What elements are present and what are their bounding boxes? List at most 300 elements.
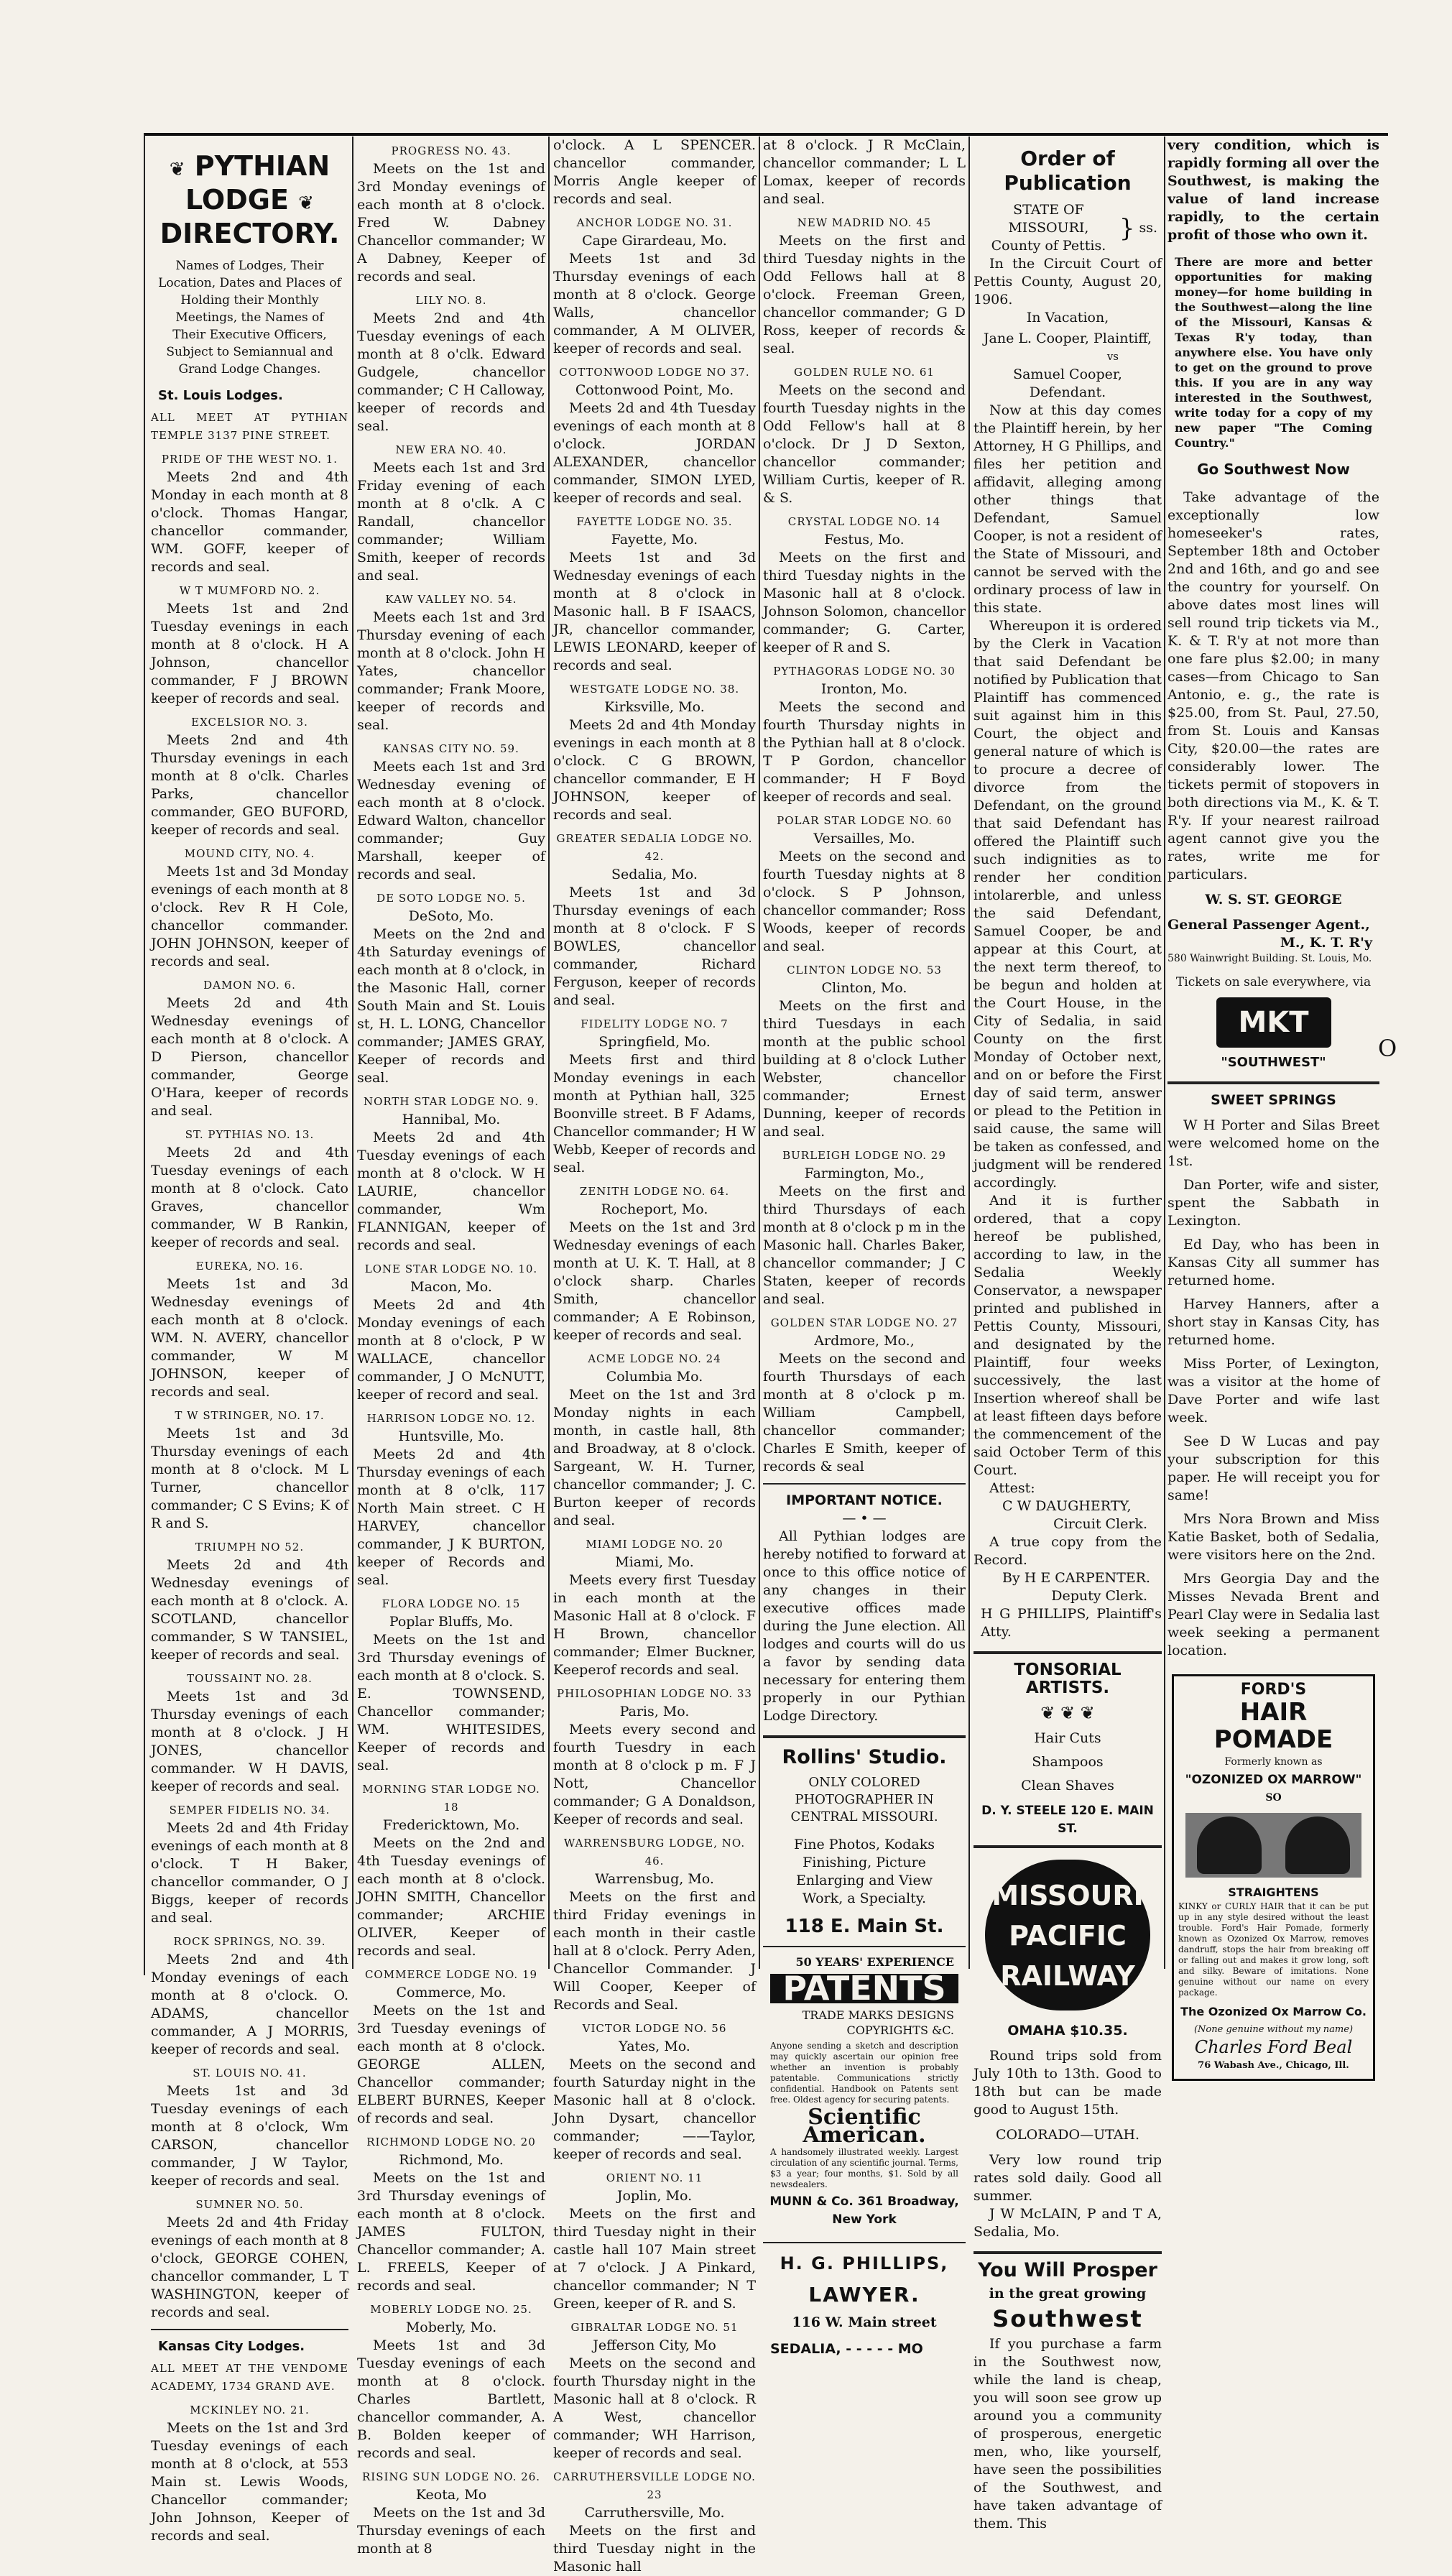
section-divider	[974, 2251, 1162, 2254]
lodge-name: T W STRINGER, NO. 17.	[175, 1409, 325, 1422]
lodge-entry	[357, 441, 545, 585]
kc-heading: Kansas City Lodges.	[158, 2339, 305, 2354]
signer-railroad: M., K. T. R'y	[1280, 935, 1372, 951]
lodge-details: Meets 2d and 4th Tuesday evenings of each month at 8 o'clock. JORDAN ALEXANDER, chancellor commander, SIMON LYED, keeper of records and seal.	[553, 400, 756, 506]
lodge-city: Joplin, Mo.	[616, 2188, 693, 2204]
lodge-details: Meets 1st and 3d Thursday evenings of each month at 8 o'clock. M L Turner, chancellor commander; C S Evins; K of R and S.	[151, 1426, 348, 1531]
lodge-details: Meet on the 1st and 3rd Monday nights in each month, in castle hall, 8th and Broadway, at 8 o'clock. Sargeant, W. H. Turner, chancellor commander; J. C. Burton keeper of records and seal.	[553, 1387, 756, 1528]
lodge-details: Meets 2d and 4th Friday evenings of each month at 8 o'clock, GEORGE COHEN, chancellor commander, L T WASHINGTON, keeper of records and seal.	[151, 2215, 348, 2320]
news-item: See D W Lucas and pay your subscription for this paper. He will receipt you for same!	[1167, 1434, 1379, 1503]
order-plaintiff: Jane L. Cooper, Plaintiff,	[983, 331, 1152, 346]
lodge-details: Meets on the first and third Tuesday nights in the Odd Fellows hall at 8 o'clock. Freeman Green, chancellor commander; G D Ross, keeper of records & seal.	[763, 233, 966, 356]
lodge-entry	[763, 513, 966, 657]
lodge-entry	[553, 1015, 756, 1177]
lodge-details: Meets 1st and 3d Tuesday evenings of each month at 8 o'clock. Charles Bartlett, chancellor commander, A. B. Bolden keeper of records and seal.	[357, 2337, 545, 2461]
signer-name: W. S. ST. GEORGE	[1205, 892, 1342, 908]
lodge-entry	[763, 961, 966, 1141]
lodge-details: Meets 2d and 4th Friday evenings of each month at 8 o'clock. T H Baker, chancellor commander, O J Biggs, keeper of records and seal.	[151, 1820, 348, 1926]
lodge-entry	[763, 663, 966, 806]
phillips-name: H. G. PHILLIPS,	[780, 2253, 949, 2273]
lodge-entry	[553, 1685, 756, 1829]
ford-so: SO	[1265, 1792, 1282, 1804]
lodge-city: Clinton, Mo.	[821, 980, 907, 996]
mopac-line1: MISSOURI	[991, 1880, 1144, 1911]
lodge-details: Meets first and third Monday evenings in each month at Pythian hall, 325 Boonville street. B F Adams, Chancellor commander; H W Webb, Keeper of records and seal.	[553, 1052, 756, 1176]
lodge-city: Huntsville, Mo.	[398, 1428, 504, 1444]
news-item: Miss Porter, of Lexington, was a visitor at the home of Dave Porter and wife last week.	[1167, 1356, 1379, 1426]
lodge-entry	[763, 214, 966, 358]
prosper-line3: Southwest	[992, 2305, 1143, 2332]
lodge-name: EUREKA, NO. 16.	[195, 1260, 304, 1273]
lodge-entry	[357, 1966, 545, 2128]
lodge-name: EXCELSIOR NO. 3.	[191, 716, 308, 729]
notice-ornament: — • —	[842, 1510, 887, 1526]
lodge-name: GREATER SEDALIA LODGE NO. 42.	[556, 832, 753, 863]
section-divider	[763, 1483, 966, 1485]
lodge-city: Kirksville, Mo.	[604, 699, 705, 715]
lodge-entry	[357, 740, 545, 884]
lodge-entry	[553, 1183, 756, 1344]
lodge-entry	[553, 2319, 756, 2462]
lodge-entry	[357, 2468, 545, 2558]
mkt-southwest: "SOUTHWEST"	[1221, 1055, 1326, 1070]
munn-firm: MUNN & Co. 361 Broadway, New York	[769, 2194, 959, 2227]
mopac-line3: RAILWAY	[1000, 1960, 1135, 1992]
ford-fine-print: KINKY or CURLY HAIR that it can be put up in any style desired without the least trouble. Ford's Hair Pomade, formerly known as Ozonized Ox Marrow, removes dandruff, stops the hair from breaking off or falling out and makes it grow long, soft and silky. Beware of imitations. None genuine without our name on every package.	[1178, 1901, 1369, 1998]
directory-subtitle: Names of Lodges, Their Location, Dates and Places of Holding their Monthly Meetings, the Names of Their Executive Officers, Subject to Semiannual and Grand Lodge Changes.	[158, 259, 341, 377]
lodge-entry	[357, 1781, 545, 1960]
column-rule	[352, 137, 353, 1969]
prosper-text: If you purchase a farm in the Southwest now, while the land is cheap, you will soon see grow up around you a community of prosperous, energetic men, who, like yourself, have seen the possibilities of the Southwest, and have taken advantage of them. This	[974, 2336, 1162, 2531]
lodge-name: CLINTON LODGE NO. 53	[787, 964, 942, 977]
news-item: Dan Porter, wife and sister, spent the Sabbath in Lexington.	[1167, 1177, 1379, 1229]
column-6	[1167, 137, 1379, 2071]
lodge-entry	[357, 292, 545, 435]
lodge-name: MCKINLEY NO. 21.	[190, 2404, 310, 2416]
lodge-name: MIAMI LODGE NO. 20	[586, 1538, 723, 1551]
lodge-name: ANCHOR LODGE NO. 31.	[576, 216, 733, 229]
lodge-list-3	[553, 137, 756, 2576]
lodge-entry	[357, 591, 545, 734]
patents-fine-print: Anyone sending a sketch and description may quickly ascertain our opinion free whether an invention is probably patentable. Communications strictly confidential. Handbook on Patents sent free. Oldest agency for securing patents.	[770, 2041, 958, 2105]
lodge-details: Meets each 1st and 3rd Friday evening of each month at 8 o'clk. A C Randall, chancellor commander; William Smith, keeper of records and seal.	[357, 460, 545, 583]
sweet-springs-news	[1167, 1117, 1379, 1660]
lodge-details: Meets 1st and 2nd Tuesday evenings in each month at 8 o'clock. H A Johnson, chancellor commander, F J BROWN keeper of records and seal.	[151, 601, 348, 706]
section-divider	[1167, 1081, 1379, 1084]
order-paragraph-2: Whereupon it is ordered by the Clerk in Vacation that said Defendant be notified by Publication that Plaintiff has commenced suit against him in this Court, the object and general nature of which is to procure a decree of divorce from the Defendant, on the ground that said Defendant has offered the Plaintiff such such indignities as to render her condition intolarerble, and unless the said Defendant, Samuel Cooper, be and appear at this Court, at the next term thereof, to be begun and holden at the Court House, in the City of Sedalia, in said County on the first Monday of October next, and on or before the First day of said term, answer or plead to the Petition in said cause, the same will be taken as confessed, and judgment will be rendered accordingly.	[974, 618, 1162, 1191]
ford-firm: The Ozonized Ox Marrow Co.	[1180, 2005, 1367, 2018]
lodge-name: TOUSSAINT NO. 28.	[187, 1672, 313, 1685]
stlouis-heading: St. Louis Lodges.	[158, 388, 283, 403]
lodge-entry	[553, 137, 756, 208]
lodge-city: Richmond, Mo.	[399, 2152, 504, 2168]
margin-mark: O	[1378, 1035, 1397, 1062]
order-state: STATE OF MISSOURI,	[1008, 202, 1089, 236]
phillips-address: 116 W. Main street	[792, 2314, 937, 2330]
notice-title: IMPORTANT NOTICE.	[786, 1492, 943, 1508]
lodge-list-4	[763, 137, 966, 1476]
missouri-pacific-logo	[985, 1860, 1150, 2011]
news-item: Ed Day, who has been in Kansas City all summer has returned home.	[1167, 1237, 1379, 1288]
lodge-entry	[151, 451, 348, 576]
lodge-details: Meets on the second and fourth Thursday night in the Masonic hall at 8 o'clock. R A West, chancellor commander; WH Harrison, keeper of records and seal.	[553, 2355, 756, 2461]
lodge-name: DAMON NO. 6.	[203, 979, 296, 992]
lodge-name: TRIUMPH NO 52.	[195, 1541, 305, 1554]
lodge-name: SUMNER NO. 50.	[195, 2198, 304, 2211]
go-southwest-text: Take advantage of the exceptionally low homeseeker's rates, September 18th and October 2nd and 16th, and go and see the country for yourself. On above dates most lines will sell round trip tickets via M., K. & T. R'y at not more than one fare plus $2.00; in many cases—from Chicago to San Antonio, e. g., the rate is $25.00, from St. Paul, 27.50, from St. Louis and Kansas City, $20.00—the rates are considerably lower. The tickets permit of stopovers in both directions via M., K. & T. R'y. If your nearest railroad agent cannot give you the rates, write me for particulars.	[1167, 489, 1379, 882]
lodge-city: Keota, Mo	[415, 2487, 487, 2503]
lodge-city: Sedalia, Mo.	[611, 867, 698, 882]
lodge-entry	[763, 137, 966, 208]
lodge-name: W T MUMFORD NO. 2.	[179, 584, 320, 597]
notice-text: All Pythian lodges are hereby notified to forward at once to this office notice of any changes in their executive offices made during the June election. All lodges and courts will do us a favor by sending data necessary for entering them properly in our Pythian Lodge Directory.	[763, 1528, 966, 1724]
lodge-details: Meets 2d and 4th Tuesday evenings of each month at 8 o'clock. Cato Graves, chancellor commander, W B Rankin, keeper of records and seal.	[151, 1145, 348, 1250]
ford-portrait-image	[1185, 1813, 1361, 1878]
lodge-name: MOUND CITY, NO. 4.	[184, 847, 315, 860]
patents-logo: PATENTS	[770, 1974, 958, 2003]
lodge-details: Meets 1st and 3d Wednesday evenings of each month at 8 o'clock. WM. N. AVERY, chancellor commander, W M JOHNSON, keeper of records and seal.	[151, 1276, 348, 1400]
lodge-entry	[553, 214, 756, 358]
lodge-city: Fayette, Mo.	[611, 532, 698, 548]
column-4	[763, 137, 966, 2357]
lodge-name: ST. PYTHIAS NO. 13.	[185, 1128, 315, 1141]
lodge-name: GOLDEN STAR LODGE NO. 27	[770, 1316, 958, 1329]
lodge-details: Meets 1st and 3d Thursday evenings of each month at 8 o'clock. George Walls, chancellor commander, A M OLIVER, keeper of records and seal.	[553, 251, 756, 356]
ford-signature: Charles Ford Beal	[1194, 2037, 1353, 2057]
scientific-american-title: Scientific American.	[803, 2105, 926, 2148]
lodge-details: Meets 2d and 4th Wednesday evenings of each month at 8 o'clock. A. SCOTLAND, chancellor commander, S W TANSIEL, keeper of records and seal.	[151, 1557, 348, 1663]
lodge-name: ST. LOUIS NO. 41.	[193, 2067, 307, 2079]
lodge-city: Cape Girardeau, Mo.	[582, 233, 727, 249]
lodge-entry	[151, 845, 348, 971]
order-ss: ss.	[1139, 220, 1157, 236]
lodge-details: Meets on the first and third Friday evenings in each month in their castle hall at 8 o'clock. Perry Aden, Chancellor Commander. J Will Cooper, Keeper of Records and Seal.	[553, 1889, 756, 2013]
lodge-name: WESTGATE LODGE NO. 38.	[569, 683, 740, 696]
lodge-entry	[763, 812, 966, 956]
lodge-city: Festus, Mo.	[824, 532, 905, 548]
lodge-city: Commerce, Mo.	[396, 1985, 507, 2000]
lodge-details: Meets the second and fourth Thursday nights in the Pythian hall at 8 o'clock. T P Gordon, chancellor commander; H F Boyd keeper of records and seal.	[763, 699, 966, 805]
lodge-city: Ardmore, Mo.,	[814, 1333, 915, 1349]
lodge-name: LILY NO. 8.	[415, 294, 487, 307]
head-silhouette-icon	[1197, 1816, 1262, 1874]
sweet-springs-heading: SWEET SPRINGS	[1211, 1092, 1336, 1108]
tickets-line: Tickets on sale everywhere, via	[1175, 975, 1372, 989]
column-3	[553, 137, 756, 2575]
lodge-entry	[553, 830, 756, 1010]
lodge-details: Meets 2d and 4th Wednesday evenings of each month at 8 o'clock. A D Pierson, chancellor commander, George O'Hara, keeper of records and seal.	[151, 995, 348, 1119]
ford-line1: FORD'S	[1240, 1681, 1307, 1699]
lodge-city: Moberly, Mo.	[405, 2319, 497, 2335]
lodge-entry	[553, 1834, 756, 2014]
lodge-city: DeSoto, Mo.	[408, 908, 494, 924]
lodge-entry	[151, 2401, 348, 2545]
kc-meet-location: ALL MEET AT THE VENDOME ACADEMY, 1734 GRAND AVE.	[151, 2362, 348, 2393]
lodge-entry	[553, 2020, 756, 2164]
mopac-agent: J W McLAIN, P and T A, Sedalia, Mo.	[974, 2206, 1162, 2240]
prosper-line1: You Will Prosper	[978, 2259, 1157, 2281]
order-true-copy: A true copy from the Record.	[974, 1534, 1162, 1568]
lodge-name: DE SOTO LODGE NO. 5.	[376, 892, 526, 905]
order-clerk: C W DAUGHERTY,	[1002, 1498, 1132, 1514]
lodge-city: Rocheport, Mo.	[601, 1201, 708, 1217]
lodge-name: ACME LODGE NO. 24	[588, 1352, 721, 1365]
rollins-tagline: ONLY COLORED PHOTOGRAPHER IN CENTRAL MISSOURI.	[790, 1775, 938, 1824]
lodge-entry	[357, 142, 545, 286]
lodge-name: WARRENSBURG LODGE, NO. 46.	[563, 1837, 746, 1868]
lodge-entry	[553, 2169, 756, 2313]
go-southwest-heading: Go Southwest Now	[1197, 461, 1350, 478]
patents-marks: TRADE MARKS DESIGNS COPYRIGHTS &C.	[802, 2008, 954, 2037]
lodge-entry	[763, 1147, 966, 1308]
signer-title: General Passenger Agent.,	[1167, 917, 1370, 933]
lodge-details: Meets on the 1st and 3rd Monday evenings of each month at 8 o'clock. Fred W. Dabney Chancellor commander; W A Dabney, Keeper of records and seal.	[357, 161, 545, 285]
lodge-name: RICHMOND LODGE NO. 20	[366, 2136, 536, 2148]
prosper-line2: in the great growing	[989, 2286, 1147, 2302]
tonsorial-address: D. Y. STEELE 120 E. MAIN ST.	[981, 1804, 1154, 1836]
lodge-details: Meets on the 2nd and 4th Tuesday evenings of each month at 8 o'clock. JOHN SMITH, Chancellor commander; ARCHIE OLIVER, Keeper of records and seal.	[357, 1835, 545, 1959]
lodge-details: Meets each 1st and 3rd Wednesday evening of each month at 8 o'clock. Edward Walton, chancellor commander; Guy Marshall, keeper of records and seal.	[357, 759, 545, 882]
lodge-details: Meets on the 1st and 3rd Tuesday evenings of each month at 8 o'clock, at 553 Main st. Lewis Woods, Chancellor commander; John Johnson, Keeper of records and seal.	[151, 2420, 348, 2544]
lodge-name: PHILOSOPHIAN LODGE NO. 33	[557, 1687, 752, 1700]
order-clerk-title: Circuit Clerk.	[1053, 1516, 1147, 1532]
lodge-entry	[151, 1933, 348, 2059]
section-divider	[763, 1946, 966, 1947]
column-rule	[1164, 137, 1165, 1969]
order-venue	[978, 201, 1157, 255]
lodge-name: PRIDE OF THE WEST NO. 1.	[161, 453, 338, 466]
section-divider	[763, 2242, 966, 2243]
directory-title	[151, 151, 348, 249]
tonsorial-item-2: Shampoos	[1032, 1754, 1104, 1770]
ford-straightens: STRAIGHTENS	[1228, 1885, 1319, 1899]
lodge-city: Yates, Mo.	[619, 2039, 690, 2054]
order-paragraph-1: Now at this day comes the Plaintiff herein, by her Attorney, H G Phillips, and files her petition and affidavit, alleging among other things that Defendant, Samuel Cooper, is not a resident of the State of Missouri, and cannot be served with the ordinary process of law in this state.	[974, 402, 1162, 616]
lodge-name: NEW MADRID NO. 45	[797, 216, 932, 229]
mopac-omaha: OMAHA $10.35.	[1007, 2023, 1128, 2039]
stlouis-lodge-list	[151, 451, 348, 2322]
lodge-entry	[553, 680, 756, 824]
lodge-city: Farmington, Mo.,	[804, 1165, 925, 1181]
lodge-entry	[553, 364, 756, 507]
lodge-city: Warrensbug, Mo.	[595, 1871, 714, 1887]
lodge-city: Paris, Mo.	[619, 1704, 690, 1719]
lodge-list-2	[357, 142, 545, 2558]
order-county: County of Pettis.	[991, 238, 1106, 254]
order-vacation: In Vacation,	[1026, 310, 1109, 326]
column-rule	[548, 137, 550, 1969]
lodge-entry	[553, 1536, 756, 1679]
news-item: W H Porter and Silas Breet were welcomed home on the 1st.	[1167, 1117, 1379, 1169]
lodge-entry	[151, 582, 348, 708]
southwest-continued: very condition, which is rapidly forming all over the Southwest, is making the value of land increase rapidly, to the certain profit of those who own it.	[1167, 137, 1379, 243]
lodge-city: Fredericktown, Mo.	[382, 1817, 520, 1833]
lodge-city: Carruthersville, Mo.	[584, 2505, 725, 2521]
phillips-city: SEDALIA, - - - - - MO	[770, 2341, 923, 2357]
lodge-name: NEW ERA NO. 40.	[395, 443, 507, 456]
ornament-icon: ❦	[169, 159, 185, 180]
lodge-details: Meets 2nd and 4th Tuesday evenings of each month at 8 o'clk. Edward Gudgele, chancellor commander; C H Calloway, keeper of records and seal.	[357, 310, 545, 434]
lodge-name: VICTOR LODGE NO. 56	[582, 2022, 727, 2035]
lodge-entry	[357, 2133, 545, 2295]
section-divider	[974, 1651, 1162, 1654]
lodge-details: Meets 2d and 4th Monday evenings of each month at 8 o'clock, P W WALLACE, chancellor commander, J O McNUTT, keeper of record and seal.	[357, 1297, 545, 1403]
kc-lodge-list	[151, 2401, 348, 2545]
lodge-name: MOBERLY LODGE NO. 25.	[370, 2303, 532, 2316]
lodge-details: Meets 1st and 3d Thursday evenings of each month at 8 o'clock. F S BOWLES, chancellor commander, Richard Ferguson, keeper of records and seal.	[553, 885, 756, 1008]
directory-title-line1: PYTHIAN LODGE	[185, 150, 330, 216]
brace-icon: }	[1119, 213, 1135, 243]
lodge-name: LONE STAR LODGE NO. 10.	[364, 1262, 538, 1275]
lodge-details: o'clock. A L SPENCER. chancellor commander, Morris Angle keeper of records and seal.	[553, 137, 756, 207]
lodge-details: Meets every first Tuesday in each month at the Masonic Hall at 8 o'clock. F H Brown, chancellor commander; Elmer Buckner, Keeperof records and seal.	[553, 1572, 756, 1678]
lodge-details: Meets 1st and 3d Monday evenings of each month at 8 o'clock. Rev R H Cole, chancellor commander. JOHN JOHNSON, keeper of records and seal.	[151, 864, 348, 969]
lodge-details: Meets on the second and fourth Thursdays of each month at 8 o'clock p m. William Campbell, chancellor commander; Charles E Smith, keeper of records & seal	[763, 1351, 966, 1474]
lodge-entry	[357, 2301, 545, 2462]
ford-pomade-ad	[1172, 1674, 1375, 2081]
lodge-entry	[357, 890, 545, 1087]
mopac-colorado: COLORADO—UTAH.	[995, 2127, 1140, 2143]
column-2	[357, 137, 545, 2557]
lodge-details: Meets every second and fourth Tuesdry in each month at 8 o'clock p m. F J Nott, Chancellor commander; G A Donaldson, Keeper of records and seal.	[553, 1722, 756, 1827]
lodge-city: Springfield, Mo.	[598, 1034, 711, 1050]
lodge-details: Meets 1st and 3d Thursday evenings of each month at 8 o'clock. J H JONES, chancellor commander. W H DAVIS, keeper of records and seal.	[151, 1689, 348, 1794]
lodge-entry	[151, 1257, 348, 1401]
lodge-entry	[151, 1801, 348, 1927]
lodge-details: Meets on the second and fourth Tuesday nights at 8 o'clock. S P Johnson, chancellor commander; Ross Woods, keeper of records and seal.	[763, 849, 966, 954]
lodge-name: PROGRESS NO. 43.	[391, 144, 512, 157]
mopac-line2: PACIFIC	[1009, 1920, 1127, 1952]
lodge-entry	[151, 977, 348, 1120]
lodge-details: Meets on the second and fourth Tuesday nights in the Odd Fellow's hall at 8 o'clock. Dr J D Sexton, chancellor commander; William Curtis, keeper of R. & S.	[763, 382, 966, 506]
order-court: In the Circuit Court of Pettis County, August 20, 1906.	[974, 256, 1162, 308]
lodge-name: CRYSTAL LODGE NO. 14	[787, 515, 941, 528]
lodge-name: COMMERCE LODGE NO. 19	[364, 1968, 538, 1981]
lodge-entry	[151, 1538, 348, 1664]
stlouis-meet-location: ALL MEET AT PYTHIAN TEMPLE 3137 PINE STREET.	[151, 411, 348, 442]
order-attest: Attest:	[989, 1480, 1035, 1496]
order-attorney: H G PHILLIPS, Plaintiff's Atty.	[981, 1606, 1162, 1640]
ornament-icon: ❦	[298, 193, 314, 214]
lodge-entry	[357, 1595, 545, 1775]
lodge-details: Meets on the 1st and 3rd Thursday evenings of each month at 8 o'clock. JAMES FULTON, Chancellor commander; A. L. FREELS, Keeper of records and seal.	[357, 2170, 545, 2294]
phillips-title: LAWYER.	[808, 2283, 920, 2307]
lodge-name: BURLEIGH LODGE NO. 29	[782, 1149, 946, 1162]
order-defendant: Samuel Cooper, Defendant.	[1013, 366, 1122, 400]
lodge-details: Meets on the first and third Tuesday night in their castle hall 107 Main street at 7 o'clock. J A Pinkard, chancellor commander; N T Green, keeper of R. and S.	[553, 2206, 756, 2312]
lodge-name: POLAR STAR LODGE NO. 60	[777, 814, 952, 827]
lodge-details: Meets each 1st and 3rd Thursday evening of each month at 8 o'clock. John H Yates, chancellor commander; Frank Moore, keeper of records and seal.	[357, 609, 545, 733]
lodge-city: Jefferson City, Mo	[593, 2337, 716, 2353]
lodge-name: GOLDEN RULE NO. 61	[794, 366, 935, 379]
lodge-entry	[763, 364, 966, 507]
ford-note: (None genuine without my name)	[1193, 2024, 1354, 2035]
mkt-logo: MKT	[1216, 997, 1331, 1048]
lodge-city: Ironton, Mo.	[820, 681, 908, 697]
tonsorial-item-3: Clean Shaves	[1021, 1778, 1114, 1793]
tonsorial-item-1: Hair Cuts	[1034, 1730, 1101, 1746]
lodge-details: Meets 2nd and 4th Monday in each month at 8 o'clock. Thomas Hangar, chancellor commander, WM. GOFF, keeper of records and seal.	[151, 469, 348, 575]
lodge-details: Meets 2d and 4th Thursday evenings of each month at 8 o'clk, 117 North Main street. C H HARVEY, chancellor commander, J K BURTON, keeper of Records and seal.	[357, 1446, 545, 1588]
section-divider	[763, 1735, 966, 1738]
order-deputy-title: Deputy Clerk.	[1051, 1588, 1147, 1604]
lodge-name: HARRISON LODGE NO. 12.	[366, 1412, 536, 1425]
lodge-entry	[151, 714, 348, 839]
order-title: Order of Publication	[1004, 147, 1132, 195]
patents-experience: 50 YEARS' EXPERIENCE	[795, 1955, 954, 1969]
section-divider	[974, 1845, 1162, 1848]
order-vs: vs	[1106, 350, 1119, 363]
lodge-details: at 8 o'clock. J R McClain, chancellor commander; L L Lomax, keeper of records and seal.	[763, 137, 966, 207]
column-1	[151, 137, 348, 2544]
lodge-details: Meets on the 2nd and 4th Saturday evenings of each month at 8 o'clock, in the Masonic Hall, corner South Main and St. Louis st, H. L. LONG, Chancellor commander; JAMES GRAY, Keeper of records and seal.	[357, 926, 545, 1086]
lodge-entry	[553, 1350, 756, 1530]
ford-formerly: Formerly known as	[1224, 1756, 1323, 1768]
lodge-details: Meets 1st and 3d Tuesday evenings of each month at 8 o'clock, Wm CARSON, chancellor commander, J W Taylor, keeper of records and seal.	[151, 2083, 348, 2189]
column-5	[974, 137, 1162, 2531]
lodge-name: GIBRALTAR LODGE NO. 51	[570, 2321, 739, 2334]
head-silhouette-icon	[1285, 1816, 1350, 1874]
lodge-details: Meets on the second and fourth Saturday night in the Masonic hall at 8 o'clock. John Dysart, chancellor commander; ——Taylor, keeper of records and seal.	[553, 2056, 756, 2162]
lodge-entry	[357, 1410, 545, 1589]
news-item: Mrs Nora Brown and Miss Katie Basket, both of Sedalia, were visitors here on the 2nd.	[1167, 1511, 1379, 1563]
lodge-details: Meets on the first and third Tuesday night in the Masonic hall	[553, 2523, 756, 2575]
lodge-details: Meets on the first and third Tuesdays in each month at the public school building at 8 o'clock Luther Webster, chancellor commander; Ernest Dunning, keeper of records and seal.	[763, 998, 966, 1140]
directory-title-line2: DIRECTORY.	[159, 218, 340, 249]
lodge-name: COTTONWOOD LODGE NO 37.	[559, 366, 750, 379]
order-deputy: By H E CARPENTER.	[1002, 1570, 1150, 1586]
lodge-city: Poplar Bluffs, Mo.	[389, 1614, 514, 1630]
lodge-entry	[151, 2196, 348, 2322]
lodge-name: KAW VALLEY NO. 54.	[385, 593, 517, 606]
lodge-entry	[553, 2468, 756, 2576]
lodge-name: ZENITH LODGE NO. 64.	[579, 1185, 730, 1198]
rollins-address: 118 E. Main St.	[785, 1916, 944, 1937]
lodge-entry	[357, 1260, 545, 1404]
lodge-name: KANSAS CITY NO. 59.	[383, 742, 519, 755]
tonsorial-ornaments: ❦ ❦ ❦	[1040, 1703, 1095, 1723]
tonsorial-title: TONSORIAL ARTISTS.	[1014, 1661, 1122, 1697]
lodge-details: Meets on the 1st and 3rd Thursday evenings of each month at 8 o'clock. S. E. TOWNSEND, Chancellor commander; WM. WHITESIDES, Keeper of records and seal.	[357, 1632, 545, 1773]
mopac-paragraph-1: Round trips sold from July 10th to 13th. Good to 18th but can be made good to August 15th.	[974, 2048, 1162, 2118]
lodge-city: Miami, Mo.	[615, 1554, 694, 1570]
patents-fine-print-2: A handsomely illustrated weekly. Largest circulation of any scientific journal. Terms, $3 a year; four months, $1. Sold by all newsdealers.	[770, 2147, 958, 2189]
order-paragraph-3: And it is further ordered, that a copy hereof be published, according to law, in the Sedalia Weekly Conservator, a newspaper printed and published in Pettis County, Missouri, and designated by the Plaintiff, four weeks successively, the last Insertion whereof shall be at least fifteen days before the commencement of the said October Term of this Court.	[974, 1193, 1162, 1478]
southwest-opportunities: There are more and better opportunities for making money—for home building in the Southwest—along the line of the Missouri, Kansas & Texas R'y today, than anywhere else. You have only to get on the ground to prove this. If you are in any way interested in the Southwest, write today for a copy of my new paper "The Coming Country."	[1175, 255, 1372, 450]
signer-address: 580 Wainwright Building. St. Louis, Mo.	[1167, 953, 1372, 964]
lodge-details: Meets 2nd and 4th Thursday evenings in each month at 8 o'clk. Charles Parks, chancellor commander, GEO BUFORD, keeper of records and seal.	[151, 732, 348, 838]
mopac-paragraph-2: Very low round trip rates sold daily. Good all summer.	[974, 2152, 1162, 2204]
rollins-services: Fine Photos, Kodaks Finishing, Picture Enlarging and View Work, a Specialty.	[793, 1837, 935, 1906]
lodge-entry	[151, 2064, 348, 2190]
rollins-title: Rollins' Studio.	[782, 1746, 947, 1768]
lodge-details: Meets 1st and 3d Wednesday evenings of each month at 8 o'clock in Masonic hall. B F ISAACS, JR, chancellor commander, LEWIS LEONARD, keeper of records and seal.	[553, 550, 756, 673]
lodge-name: RISING SUN LODGE NO. 26.	[361, 2470, 541, 2483]
lodge-entry	[151, 1407, 348, 1533]
lodge-city: Cottonwood Point, Mo.	[575, 382, 734, 398]
lodge-name: ORIENT NO. 11	[606, 2171, 703, 2184]
ford-address: 76 Wabash Ave., Chicago, Ill.	[1198, 2060, 1349, 2071]
lodge-name: MORNING STAR LODGE NO. 18	[362, 1783, 540, 1814]
lodge-details: Meets on the 1st and 3rd Wednesday evenings of each month at U. K. T. Hall, at 8 o'clock sharp. Charles Smith, chancellor commander; A E Robinson, keeper of records and seal.	[553, 1219, 756, 1343]
lodge-entry	[151, 1670, 348, 1796]
lodge-name: ROCK SPRINGS, NO. 39.	[173, 1935, 326, 1948]
lodge-name: FIDELITY LODGE NO. 7	[581, 1017, 729, 1030]
lodge-city: Columbia Mo.	[606, 1369, 703, 1385]
lodge-entry	[553, 513, 756, 675]
ford-line2: HAIR POMADE	[1213, 1698, 1333, 1754]
ford-old-name: "OZONIZED OX MARROW"	[1185, 1773, 1362, 1787]
